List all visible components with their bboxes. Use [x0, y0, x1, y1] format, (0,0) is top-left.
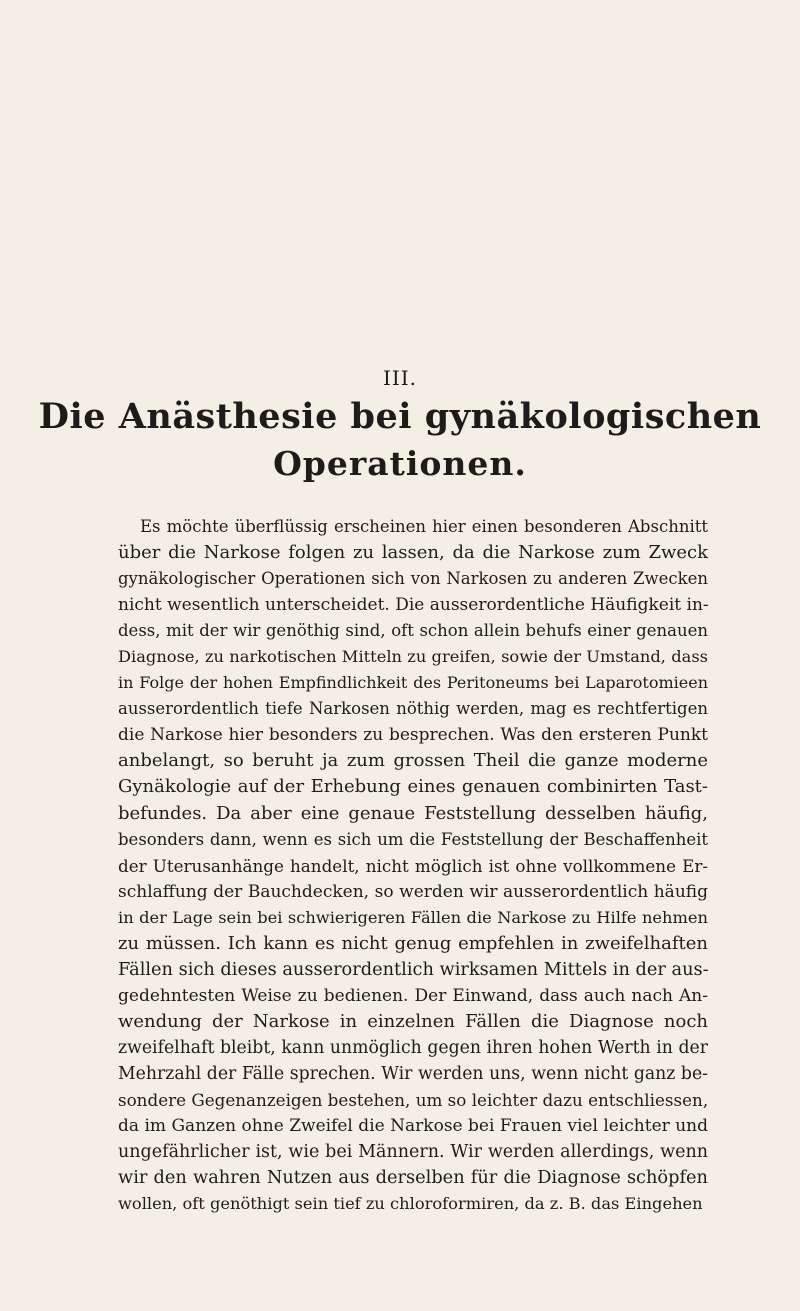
text-line: ausserordentlich tiefe Narkosen nöthig werden, mag es rechtfertigen [118, 699, 708, 719]
text-line: nicht wesentlich unterscheidet. Die ausserordentliche Häufigkeit in- [118, 595, 709, 616]
body-paragraph [118, 514, 708, 1217]
text-line: zweifelhaft bleibt, kann unmöglich gegen ihren hohen Werth in der [118, 1037, 708, 1058]
text-line: gynäkologischer Operationen sich von Narkosen zu anderen Zwecken [118, 569, 708, 589]
chapter-title-line-1: Die Anästhesie bei gynäkologischen [38, 396, 762, 437]
text-line: in Folge der hohen Empfindlichkeit des Peritoneums bei Laparotomieen [118, 673, 708, 693]
text-line: anbelangt, so beruht ja zum grossen Theil die ganze moderne [118, 750, 708, 772]
text-line: besonders dann, wenn es sich um die Feststellung der Beschaffenheit [118, 829, 708, 849]
text-line: über die Narkose folgen zu lassen, da die Narkose zum Zweck [118, 542, 708, 564]
text-line: wollen, oft genöthigt sein tief zu chloroformiren, da z. B. das Eingehen [118, 1194, 703, 1214]
chapter-title-line-2: Operationen. [273, 444, 527, 483]
text-line: zu müssen. Ich kann es nicht genug empfehlen in zweifelhaften [118, 932, 708, 954]
text-line: Gynäkologie auf der Erhebung eines genauen combinirten Tast- [118, 776, 708, 798]
text-line: Mehrzahl der Fälle sprechen. Wir werden uns, wenn nicht ganz be- [118, 1063, 708, 1084]
text-line: sondere Gegenanzeigen bestehen, um so leichter dazu entschliessen, [118, 1090, 709, 1111]
text-line: schlaffung der Bauchdecken, so werden wir ausserordentlich häufig [118, 881, 708, 902]
text-line: die Narkose hier besonders zu besprechen. Was den ersteren Punkt [118, 725, 708, 746]
text-line: gedehntesten Weise zu bedienen. Der Einwand, dass auch nach An- [118, 985, 708, 1006]
text-line: da im Ganzen ohne Zweifel die Narkose bei Frauen viel leichter und [118, 1116, 708, 1137]
text-line: wir den wahren Nutzen aus derselben für die Diagnose schöpfen [118, 1168, 708, 1189]
text-line: dess, mit der wir genöthig sind, oft schon allein behufs einer genauen [118, 621, 708, 641]
text-line: ungefährlicher ist, wie bei Männern. Wir werden allerdings, wenn [118, 1142, 708, 1163]
text-line: der Uterusanhänge handelt, nicht möglich ist ohne vollkommene Er- [118, 855, 708, 876]
text-line: Diagnose, zu narkotischen Mitteln zu greifen, sowie der Umstand, dass [118, 647, 708, 667]
text-line: befundes. Da aber eine genaue Feststellung desselben häufig, [118, 802, 708, 824]
text-line: Es möchte überflüssig erscheinen hier einen besonderen Abschnitt [140, 517, 708, 536]
text-line: in der Lage sein bei schwierigeren Fällen die Narkose zu Hilfe nehmen [118, 907, 708, 927]
chapter-number: III. [382, 366, 418, 390]
text-line: wendung der Narkose in einzelnen Fällen die Diagnose noch [118, 1010, 708, 1032]
text-line: Fällen sich dieses ausserordentlich wirksamen Mittels in der aus- [118, 959, 709, 980]
